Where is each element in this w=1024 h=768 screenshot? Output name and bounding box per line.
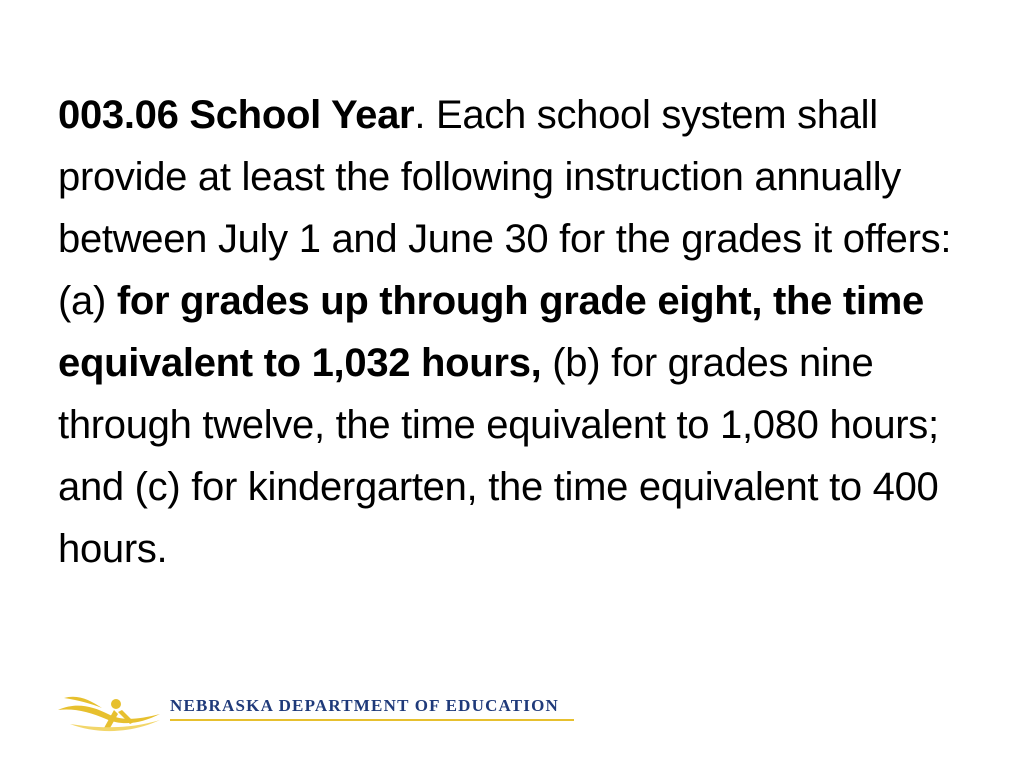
remaining-requirements: (b) for grades nine through twelve, the time equivalent to 1,080 hours; and (c) for kindergarten, the time equivalent to 400 hours. bbox=[58, 341, 939, 571]
nebraska-department-of-education-logo bbox=[56, 684, 586, 734]
section-number-title: 003.06 School Year bbox=[58, 93, 415, 137]
intro-text: . Each school system shall provide at least the following instruction annually between July 1 and June 30 for the grades it offers: (a) bbox=[58, 93, 952, 323]
logo-wordmark: NEBRASKA DEPARTMENT OF EDUCATION bbox=[170, 696, 560, 715]
logo-underline bbox=[170, 719, 574, 721]
nde-swoosh-figure-icon bbox=[56, 684, 162, 734]
policy-paragraph bbox=[58, 84, 978, 580]
grade-eight-requirement: for grades up through grade eight, the time equivalent to 1,032 hours, bbox=[58, 279, 924, 385]
